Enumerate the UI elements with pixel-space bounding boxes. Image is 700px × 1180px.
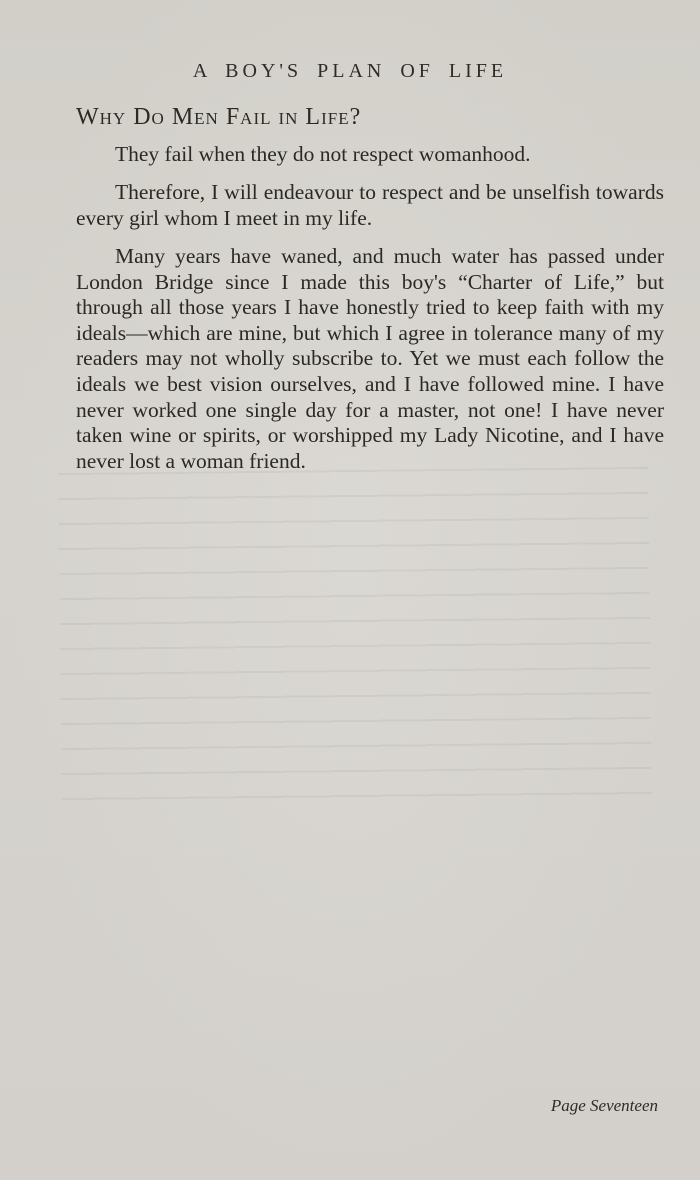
paragraph-2: Therefore, I will endeavour to respect and be unselfish towards every girl whom I meet in my life. — [76, 180, 664, 230]
page-number: Page Seventeen — [550, 1096, 658, 1115]
show-through-texture — [58, 467, 651, 803]
running-head: A BOY'S PLAN OF LIFE — [192, 60, 508, 82]
paragraph-1: They fail when they do not respect womanhood. — [115, 142, 531, 166]
section-heading: Why Do Men Fail in Life? — [76, 104, 362, 130]
paragraph-3: Many years have waned, and much water has passed under London Bridge since I made this boy's “Charter of Life,” but through all those years I have honestly tried to keep faith with my ideals—which are mine, but which I agree in tolerance many of my readers may not wholly subscribe to. Yet we must each follow the ideals we best vision ourselves, and I have followed mine. I have never worked one single day for a master, not one! I have never taken wine or spirits, or worshipped my Lady Nicotine, and I have never lost a woman friend. — [76, 244, 664, 473]
